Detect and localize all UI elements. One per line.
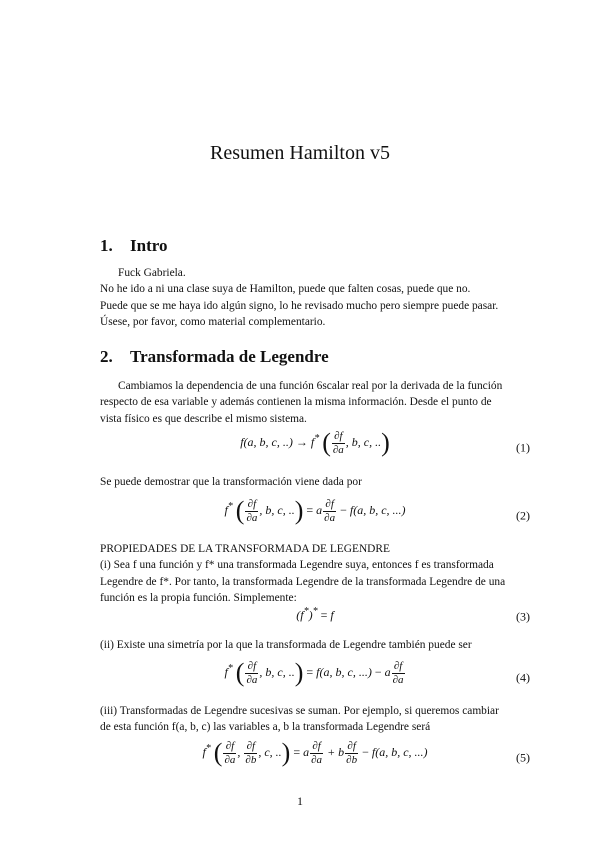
equation-4 (100, 658, 530, 698)
text-line: Cambiamos la dependencia de una función 6scalar real por la derivada de la función (118, 380, 503, 392)
text-line: No he ido a ni una clase suya de Hamilton, puede que falten cosas, puede que no. (100, 283, 471, 296)
equation-body: f(a, b, c, ..) → f* ( $\frac{\partial f}{\partial a}$ , b, c, ..) (240, 428, 390, 457)
equation-body: f* ( $\frac{\partial f}{\partial a}$ , b, c, ..) = f(a, b, c, ...) − a $\frac{\partial f}{\partial a}$ (224, 658, 404, 687)
intro-paragraph (100, 265, 530, 331)
text-line: (i) Sea f una función y f* una transformada Legendre suya, entonces f es transformada (100, 559, 494, 572)
equation-1 (100, 428, 530, 468)
equation-body: f* ( $\frac{\partial f}{\partial a}$ , $\frac{\partial f}{\partial b}$ , c, ..) = a $\frac{\partial f}{\partial a}$ + b $\frac{\partial f}{\partial b}$ − f(a, b, c, ...) (202, 738, 428, 767)
legendre-intro-paragraph (100, 378, 530, 427)
section-heading-legendre (100, 347, 329, 367)
section-heading-intro (100, 236, 167, 256)
text-line: respecto de esa variable y además contienen la misma información. Desde el punto de (100, 396, 492, 409)
section-title: Transformada de Legendre (130, 347, 329, 366)
text-line: de esta función f(a, b, c) las variables a, b la transformada Legendre será (100, 721, 431, 734)
transformation-sentence (100, 474, 530, 490)
equation-5 (100, 738, 530, 778)
equation-number: (5) (516, 750, 530, 765)
document-title: Resumen Hamilton v5 (210, 142, 390, 164)
equation-number: (2) (516, 508, 530, 523)
section-title: Intro (130, 236, 168, 255)
text-line: Fuck Gabriela. (118, 267, 186, 279)
text-line: (iii) Transformadas de Legendre sucesivas se suman. Por ejemplo, si queremos cambiar (100, 705, 499, 717)
text-line: función es la propia función. Simplemente: (100, 592, 297, 605)
properties-paragraph (100, 541, 530, 607)
page-number: 1 (297, 794, 303, 808)
section-number: 1. (100, 236, 113, 255)
text-line: Úsese, por favor, como material complementario. (100, 316, 326, 329)
equation-number: (4) (516, 670, 530, 685)
text-line: Puede que se me haya ido algún signo, lo he revisado mucho pero siempre puede pasar. (100, 299, 499, 312)
equation-3 (100, 606, 530, 628)
equation-number: (3) (516, 609, 530, 624)
equation-body: (f*)* = f (296, 606, 334, 622)
text-line: Legendre de f*. Por tanto, la transformada Legendre de la transformada Legendre de una (100, 575, 506, 588)
symmetry-sentence (100, 637, 530, 653)
equation-body: f* ( $\frac{\partial f}{\partial a}$ , b, c, ..) = a $\frac{\partial f}{\partial a}$ − f(a, b, c, ...) (224, 496, 406, 525)
text-line: (ii) Existe una simetría por la que la transformada de Legendre también puede ser (100, 639, 472, 651)
successive-paragraph (100, 703, 530, 736)
text-line: Se puede demostrar que la transformación viene dada por (100, 476, 362, 488)
equation-2 (100, 496, 530, 536)
properties-heading: PROPIEDADES DE LA TRANSFORMADA DE LEGENDRE (100, 543, 390, 555)
equation-number: (1) (516, 440, 530, 455)
text-line: vista físico es que describe el mismo sistema. (100, 412, 307, 425)
section-number: 2. (100, 347, 113, 366)
